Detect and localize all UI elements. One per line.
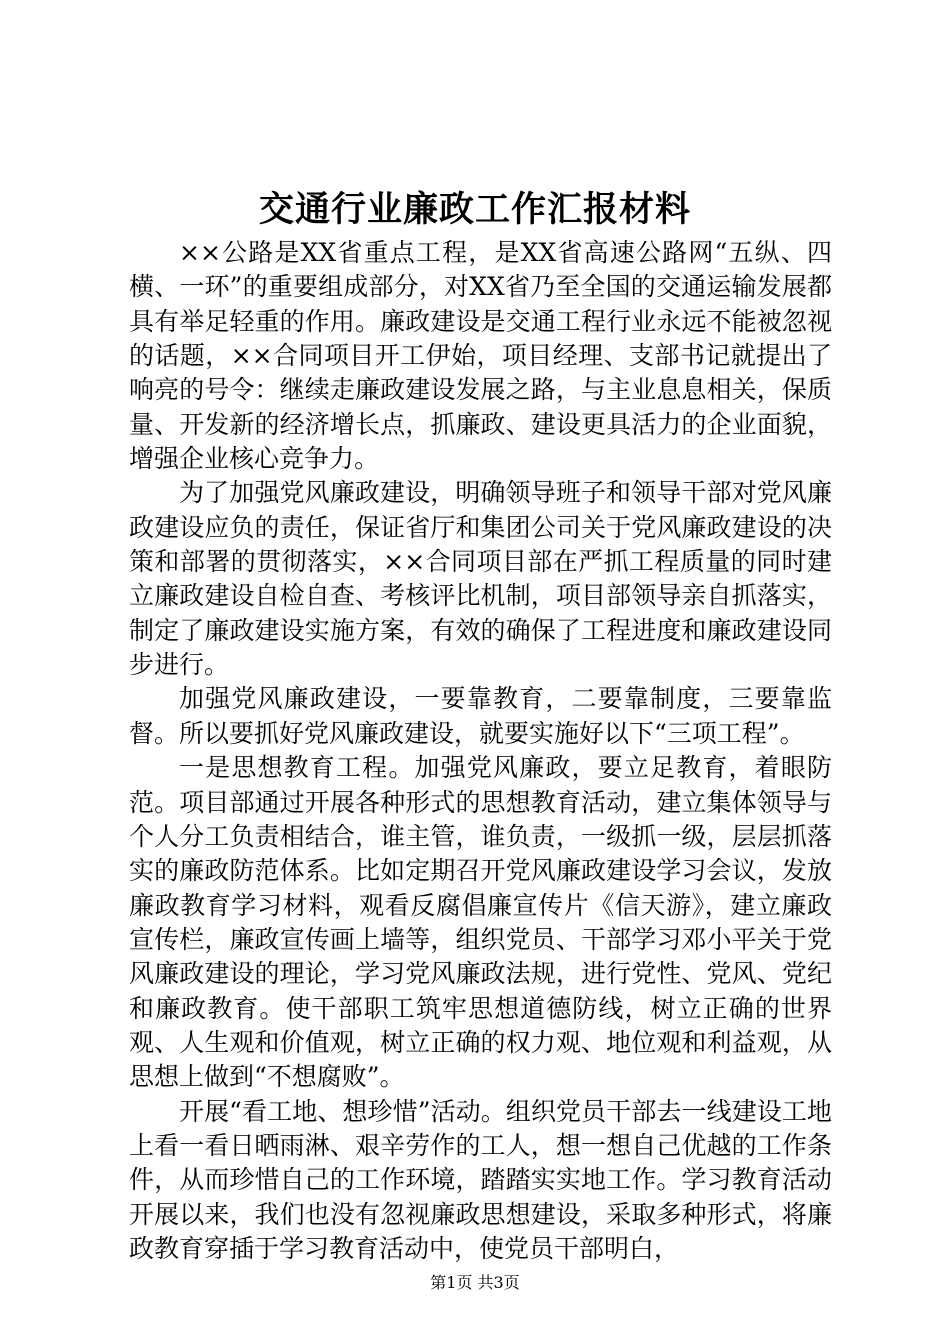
paragraph-3: 加强党风廉政建设，一要靠教育，二要靠制度，三要靠监督。所以要抓好党风廉政建设，就要实施好以下“三项工程”。 bbox=[129, 684, 832, 748]
document-body bbox=[129, 236, 832, 1266]
document-title: 交通行业廉政工作汇报材料 bbox=[258, 190, 691, 230]
paragraph-1: ××公路是XX省重点工程，是XX省高速公路网“五纵、四横、一环”的重要组成部分，对XX省乃至全国的交通运输发展都具有举足轻重的作用。廉政建设是交通工程行业永远不能被忽视的话题，××合同项目开工伊始，项目经理、支部书记就提出了响亮的号令：继续走廉政建设发展之路，与主业息息相关，保质量、开发新的经济增长点，抓廉政、建设更具活力的企业面貌，增强企业核心竞争力。 bbox=[129, 238, 832, 474]
page-footer: 第1页 共3页 bbox=[430, 1273, 520, 1292]
paragraph-4: 一是思想教育工程。加强党风廉政，要立足教育，着眼防范。项目部通过开展各种形式的思想教育活动，建立集体领导与个人分工负责相结合，谁主管，谁负责，一级抓一级，层层抓落实的廉政防范体系。比如定期召开党风廉政建设学习会议，发放廉政教育学习材料，观看反腐倡廉宣传片《信天游》，建立廉政宣传栏，廉政宣传画上墙等，组织党员、干部学习邓小平关于党风廉政建设的理论，学习党风廉政法规，进行党性、党风、党纪和廉政教育。使干部职工筑牢思想道德防线，树立正确的世界观、人生观和价值观，树立正确的权力观、地位观和利益观，从思想上做到“不想腐败”。 bbox=[129, 753, 832, 1092]
paragraph-5: 开展“看工地、想珍惜”活动。组织党员干部去一线建设工地上看一看日晒雨淋、艰辛劳作的工人，想一想自己优越的工作条件，从而珍惜自己的工作环境，踏踏实实地工作。学习教育活动开展以来，我们也没有忽视廉政思想建设，采取多种形式，将廉政教育穿插于学习教育活动中，使党员干部明白， bbox=[129, 1096, 832, 1263]
paragraph-2: 为了加强党风廉政建设，明确领导班子和领导干部对党风廉政建设应负的责任，保证省厅和集团公司关于党风廉政建设的决策和部署的贯彻落实，××合同项目部在严抓工程质量的同时建立廉政建设自检自查、考核评比机制，项目部领导亲自抓落实，制定了廉政建设实施方案，有效的确保了工程进度和廉政建设同步进行。 bbox=[129, 478, 832, 680]
